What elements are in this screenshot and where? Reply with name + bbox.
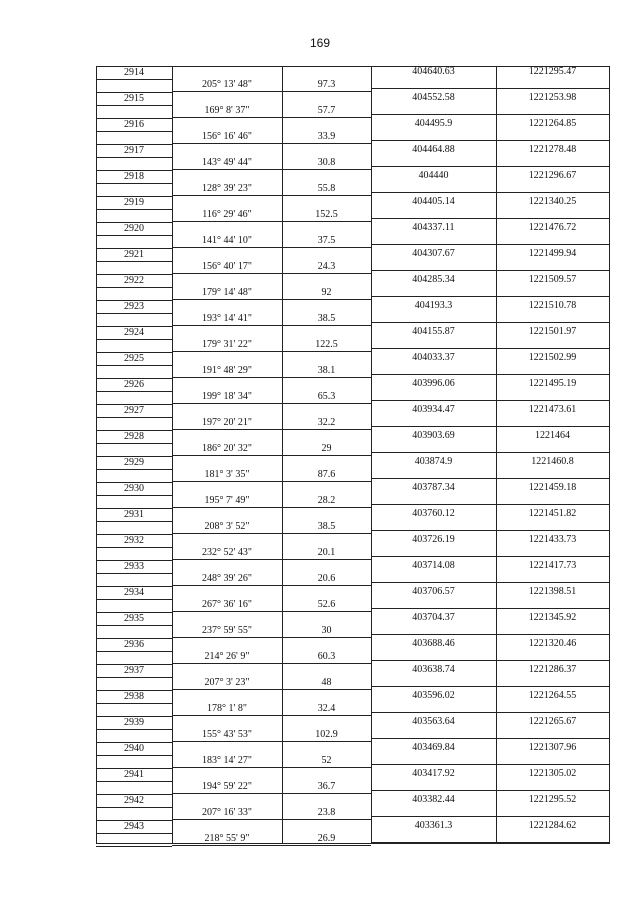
x-coordinate: 403714.08 [412,560,455,571]
row-line-coord [371,192,609,193]
row-line-coord [371,504,609,505]
row-line-segment [172,377,371,378]
table-border-bottom [96,843,609,844]
row-line-point [96,391,172,392]
y-coordinate: 1221286.37 [528,664,577,675]
point-number: 2925 [124,353,144,364]
row-line-segment [172,845,371,846]
x-coordinate: 403874.9 [414,456,453,467]
point-number: 2919 [124,197,144,208]
point-number: 2915 [124,93,144,104]
row-line-point [96,339,172,340]
row-line-coord [371,452,609,453]
row-line-coord [371,608,609,609]
x-coordinate: 404552.58 [412,92,455,103]
x-coordinate: 404640.63 [412,66,455,77]
point-number: 2916 [124,119,144,130]
point-number: 2927 [124,405,144,416]
row-line-coord [371,634,609,635]
bearing: 195° 7' 49" [204,495,250,506]
x-coordinate: 404440 [418,170,449,181]
row-line-coord [371,166,609,167]
y-coordinate: 1221501.97 [528,326,577,337]
y-coordinate: 1221345.92 [528,612,577,623]
bearing: 232° 52' 43" [202,547,252,558]
distance: 37.5 [317,235,336,246]
row-line-segment [172,325,371,326]
bearing: 143° 49' 44" [202,157,252,168]
point-number: 2943 [124,821,144,832]
distance: 92 [321,287,332,298]
row-line-point [96,846,172,847]
row-line-segment [172,247,371,248]
bearing: 178° 1' 8" [207,703,247,714]
y-coordinate: 1221459.18 [528,482,577,493]
x-coordinate: 404193.3 [414,300,453,311]
x-coordinate: 403903.69 [412,430,455,441]
distance: 23.8 [317,807,336,818]
bearing: 141° 44' 10" [202,235,252,246]
distance: 38.5 [317,521,336,532]
distance: 32.4 [317,703,336,714]
bearing: 181° 3' 35" [204,469,250,480]
row-line-point [96,521,172,522]
row-line-segment [172,481,371,482]
bearing: 128° 39' 23" [202,183,252,194]
bearing: 183° 14' 27" [202,755,252,766]
bearing: 186° 20' 32" [202,443,252,454]
point-number: 2938 [124,691,144,702]
x-coordinate: 404464.88 [412,144,455,155]
row-line-segment [172,585,371,586]
row-line-segment [172,143,371,144]
bearing: 205° 13' 48" [202,79,252,90]
distance: 65.3 [317,391,336,402]
row-line-segment [172,429,371,430]
x-coordinate: 403688.46 [412,638,455,649]
row-line-point [96,443,172,444]
y-coordinate: 1221473.61 [528,404,577,415]
x-coordinate: 404285.34 [412,274,455,285]
row-line-segment [172,715,371,716]
y-coordinate: 1221284.62 [528,820,577,831]
row-line-point [96,573,172,574]
point-number: 2914 [124,67,144,78]
bearing: 193° 14' 41" [202,313,252,324]
distance: 20.1 [317,547,336,558]
row-line-point [96,547,172,548]
row-line-segment [172,195,371,196]
row-line-point [96,807,172,808]
y-coordinate: 1221295.52 [528,794,577,805]
row-line-segment [172,559,371,560]
row-line-coord [371,816,609,817]
row-line-segment [172,91,371,92]
bearing: 218° 55' 9" [204,833,250,844]
y-coordinate: 1221510.78 [528,300,577,311]
bearing: 248° 39' 26" [202,573,252,584]
y-coordinate: 1221451.82 [528,508,577,519]
x-coordinate: 404033.37 [412,352,455,363]
bearing: 169° 8' 37" [204,105,250,116]
point-number: 2930 [124,483,144,494]
row-line-coord [371,218,609,219]
y-coordinate: 1221476.72 [528,222,577,233]
distance: 52 [321,755,332,766]
bearing: 116° 29' 46" [202,209,252,220]
x-coordinate: 403361.3 [414,820,453,831]
bearing: 191° 48' 29" [202,365,252,376]
row-line-point [96,755,172,756]
row-line-coord [371,660,609,661]
row-line-coord [371,764,609,765]
row-line-coord [371,582,609,583]
row-line-coord [371,140,609,141]
x-coordinate: 403417.92 [412,768,455,779]
coordinates-table [96,66,609,844]
y-coordinate: 1221264.55 [528,690,577,701]
y-coordinate: 1221296.67 [528,170,577,181]
distance: 30.8 [317,157,336,168]
y-coordinate: 1221265.67 [528,716,577,727]
row-line-point [96,833,172,834]
bearing: 197° 20' 21" [202,417,252,428]
y-coordinate: 1221502.99 [528,352,577,363]
x-coordinate: 403996.06 [412,378,455,389]
distance: 57.7 [317,105,336,116]
point-number: 2922 [124,275,144,286]
row-line-coord [371,114,609,115]
point-number: 2931 [124,509,144,520]
row-line-point [96,209,172,210]
row-line-segment [172,637,371,638]
distance: 102.9 [315,729,338,740]
distance: 122.5 [315,339,338,350]
page-number: 169 [309,36,331,50]
point-number: 2920 [124,223,144,234]
row-line-point [96,703,172,704]
x-coordinate: 403706.57 [412,586,455,597]
x-coordinate: 404337.11 [412,222,455,233]
bearing: 267° 36' 16" [202,599,252,610]
x-coordinate: 403760.12 [412,508,455,519]
x-coordinate: 403726.19 [412,534,455,545]
distance: 28.2 [317,495,336,506]
y-coordinate: 1221305.02 [528,768,577,779]
row-line-coord [371,270,609,271]
y-coordinate: 1221495.19 [528,378,577,389]
point-number: 2942 [124,795,144,806]
row-line-point [96,313,172,314]
point-number: 2933 [124,561,144,572]
row-line-coord [371,686,609,687]
y-coordinate: 1221264.85 [528,118,577,129]
row-line-point [96,131,172,132]
row-line-point [96,625,172,626]
point-number: 2937 [124,665,144,676]
row-line-coord [371,244,609,245]
row-line-segment [172,533,371,534]
row-line-segment [172,117,371,118]
x-coordinate: 403382.44 [412,794,455,805]
point-number: 2940 [124,743,144,754]
distance: 20.6 [317,573,336,584]
x-coordinate: 403563.64 [412,716,455,727]
row-line-point [96,651,172,652]
row-line-coord [371,426,609,427]
distance: 97.3 [317,79,336,90]
x-coordinate: 404155.87 [412,326,455,337]
y-coordinate: 1221295.47 [528,66,577,77]
row-line-point [96,183,172,184]
row-line-segment [172,299,371,300]
distance: 38.5 [317,313,336,324]
y-coordinate: 1221340.25 [528,196,577,207]
distance: 29 [321,443,332,454]
row-line-segment [172,455,371,456]
point-number: 2936 [124,639,144,650]
point-number: 2928 [124,431,144,442]
row-line-coord [371,296,609,297]
row-line-coord [371,322,609,323]
point-number: 2917 [124,145,144,156]
row-line-coord [371,530,609,531]
distance: 48 [321,677,332,688]
row-line-segment [172,819,371,820]
row-line-segment [172,793,371,794]
bearing: 156° 40' 17" [202,261,252,272]
point-number: 2932 [124,535,144,546]
row-line-coord [371,374,609,375]
bearing: 199° 18' 34" [202,391,252,402]
y-coordinate: 1221307.96 [528,742,577,753]
y-coordinate: 1221509.57 [528,274,577,285]
row-line-point [96,105,172,106]
x-coordinate: 403596.02 [412,690,455,701]
row-line-segment [172,611,371,612]
x-coordinate: 403469.84 [412,742,455,753]
row-line-segment [172,741,371,742]
y-coordinate: 1221320.46 [528,638,577,649]
distance: 38.1 [317,365,336,376]
distance: 152.5 [315,209,338,220]
row-line-segment [172,689,371,690]
point-number: 2918 [124,171,144,182]
point-number: 2939 [124,717,144,728]
y-coordinate: 1221417.73 [528,560,577,571]
row-line-segment [172,351,371,352]
row-line-coord [371,712,609,713]
distance: 55.8 [317,183,336,194]
row-line-point [96,235,172,236]
row-line-coord [371,738,609,739]
bearing: 207° 16' 33" [202,807,252,818]
row-line-point [96,417,172,418]
distance: 30 [321,625,332,636]
bearing: 208° 3' 52" [204,521,250,532]
row-line-segment [172,403,371,404]
x-coordinate: 403704.37 [412,612,455,623]
bearing: 207° 3' 23" [204,677,250,688]
row-line-point [96,365,172,366]
x-coordinate: 403787.34 [412,482,455,493]
distance: 36.7 [317,781,336,792]
point-number: 2923 [124,301,144,312]
y-coordinate: 1221464 [535,430,570,441]
row-line-point [96,677,172,678]
point-number: 2934 [124,587,144,598]
y-coordinate: 1221499.94 [528,248,577,259]
row-line-point [96,157,172,158]
row-line-point [96,495,172,496]
row-line-point [96,261,172,262]
distance: 26.9 [317,833,336,844]
row-line-point [96,599,172,600]
bearing: 214° 26' 9" [204,651,250,662]
y-coordinate: 1221398.51 [528,586,577,597]
y-coordinate: 1221433.73 [528,534,577,545]
row-line-point [96,729,172,730]
bearing: 194° 59' 22" [202,781,252,792]
row-line-point [96,287,172,288]
row-line-coord [371,88,609,89]
distance: 33.9 [317,131,336,142]
row-line-segment [172,169,371,170]
x-coordinate: 404405.14 [412,196,455,207]
row-line-segment [172,507,371,508]
y-coordinate: 1221253.98 [528,92,577,103]
row-line-segment [172,767,371,768]
bearing: 179° 31' 22" [202,339,252,350]
row-line-point [96,79,172,80]
distance: 24.3 [317,261,336,272]
bearing: 179° 14' 48" [202,287,252,298]
bearing: 156° 16' 46" [202,131,252,142]
distance: 87.6 [317,469,336,480]
point-number: 2921 [124,249,144,260]
row-line-coord [371,790,609,791]
point-number: 2929 [124,457,144,468]
x-coordinate: 403934.47 [412,404,455,415]
row-line-point [96,469,172,470]
row-line-coord [371,478,609,479]
distance: 52.6 [317,599,336,610]
distance: 32.2 [317,417,336,428]
row-line-point [96,781,172,782]
table-border-right [609,66,610,844]
point-number: 2941 [124,769,144,780]
row-line-coord [371,348,609,349]
distance: 60.3 [317,651,336,662]
row-line-coord [371,556,609,557]
point-number: 2926 [124,379,144,390]
x-coordinate: 404495.9 [414,118,453,129]
point-number: 2935 [124,613,144,624]
point-number: 2924 [124,327,144,338]
x-coordinate: 404307.67 [412,248,455,259]
row-line-segment [172,273,371,274]
bearing: 237° 59' 55" [202,625,252,636]
row-line-coord [371,400,609,401]
bearing: 155° 43' 53" [202,729,252,740]
x-coordinate: 403638.74 [412,664,455,675]
row-line-segment [172,663,371,664]
row-line-segment [172,221,371,222]
y-coordinate: 1221460.8 [531,456,574,467]
y-coordinate: 1221278.48 [528,144,577,155]
